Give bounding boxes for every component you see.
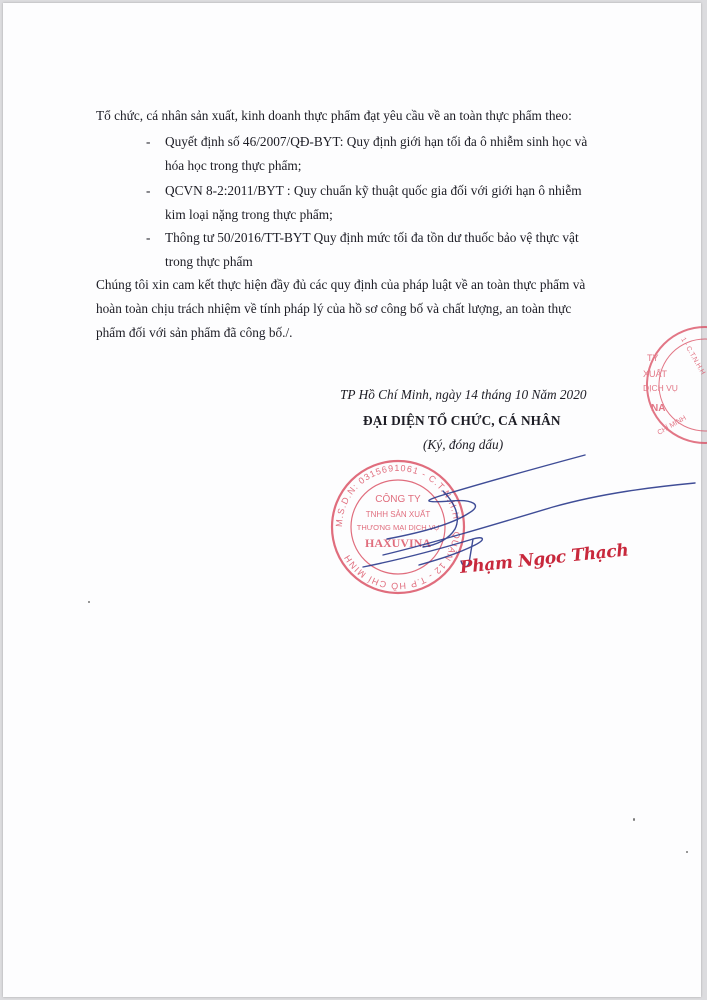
bullet-dash: - bbox=[146, 230, 151, 245]
stamp-line-4: HAXUVINA bbox=[365, 536, 431, 550]
bullet-dash: - bbox=[146, 134, 151, 149]
handwritten-signature bbox=[323, 443, 703, 603]
edge-stamp-seal bbox=[639, 323, 707, 451]
bullet-3-line-1: Thông tư 50/2016/TT-BYT Quy định mức tối đa tồn dư thuốc bảo vệ thực vật bbox=[165, 230, 579, 245]
edge-stamp-line-2: XUẤT bbox=[643, 369, 668, 379]
edge-stamp-line-4: NA bbox=[651, 403, 666, 414]
document-page bbox=[3, 3, 707, 997]
sign-and-stamp-note: (Ký, đóng dấu) bbox=[423, 437, 504, 452]
scan-speck bbox=[633, 818, 635, 821]
edge-stamp-line-3: DỊCH VỤ bbox=[643, 383, 678, 393]
edge-stamp-line-1: TY bbox=[647, 353, 659, 363]
representative-title: ĐẠI DIỆN TỔ CHỨC, CÁ NHÂN bbox=[363, 413, 561, 428]
edge-stamp-graphic bbox=[639, 323, 707, 451]
bullet-2-line-2: kim loại nặng trong thực phẩm; bbox=[165, 207, 333, 222]
edge-stamp-ring-text-bottom: CHÍ MINH bbox=[656, 414, 688, 437]
commitment-line-2: hoàn toàn chịu trách nhiệm về tính pháp lý của hồ sơ công bố và chất lượng, an toàn thực bbox=[96, 301, 572, 316]
stamp-ring-text: M.S.D.N: 0315691061 - C.T.N.H.H - QUẬN 12 - T.P HỒ CHÍ MINH bbox=[333, 462, 463, 592]
bullet-2-line-1: QCVN 8-2:2011/BYT : Quy chuẩn kỹ thuật quốc gia đối với giới hạn ô nhiễm bbox=[165, 183, 582, 198]
bullet-1-line-2: hóa học trong thực phẩm; bbox=[165, 158, 302, 173]
signer-name: Phạm Ngọc Thạch bbox=[458, 540, 630, 578]
commitment-line-1: Chúng tôi xin cam kết thực hiện đầy đủ các quy định của pháp luật về an toàn thực phẩm và bbox=[96, 277, 586, 292]
scan-speck bbox=[88, 601, 90, 603]
edge-stamp-ring-text: 1 - C.T.N.H.H bbox=[679, 336, 707, 377]
stamp-line-1: CÔNG TY bbox=[375, 494, 421, 505]
stamp-line-2: TNHH SẢN XUẤT bbox=[365, 510, 431, 519]
bullet-1-line-1: Quyết định số 46/2007/QĐ-BYT: Quy định giới hạn tối đa ô nhiễm sinh học và bbox=[165, 134, 588, 149]
date-line: TP Hồ Chí Minh, ngày 14 tháng 10 Năm 2020 bbox=[340, 387, 587, 402]
bullet-dash: - bbox=[146, 183, 151, 198]
stamp-line-3: THƯƠNG MẠI DỊCH VỤ bbox=[356, 523, 440, 532]
commitment-line-3: phẩm đối với sản phẩm đã công bố./. bbox=[96, 325, 293, 340]
scan-speck bbox=[686, 851, 688, 853]
intro-text: Tổ chức, cá nhân sản xuất, kinh doanh thực phẩm đạt yêu cầu về an toàn thực phẩm theo: bbox=[96, 108, 572, 123]
bullet-3-line-2: trong thực phẩm bbox=[165, 254, 253, 269]
